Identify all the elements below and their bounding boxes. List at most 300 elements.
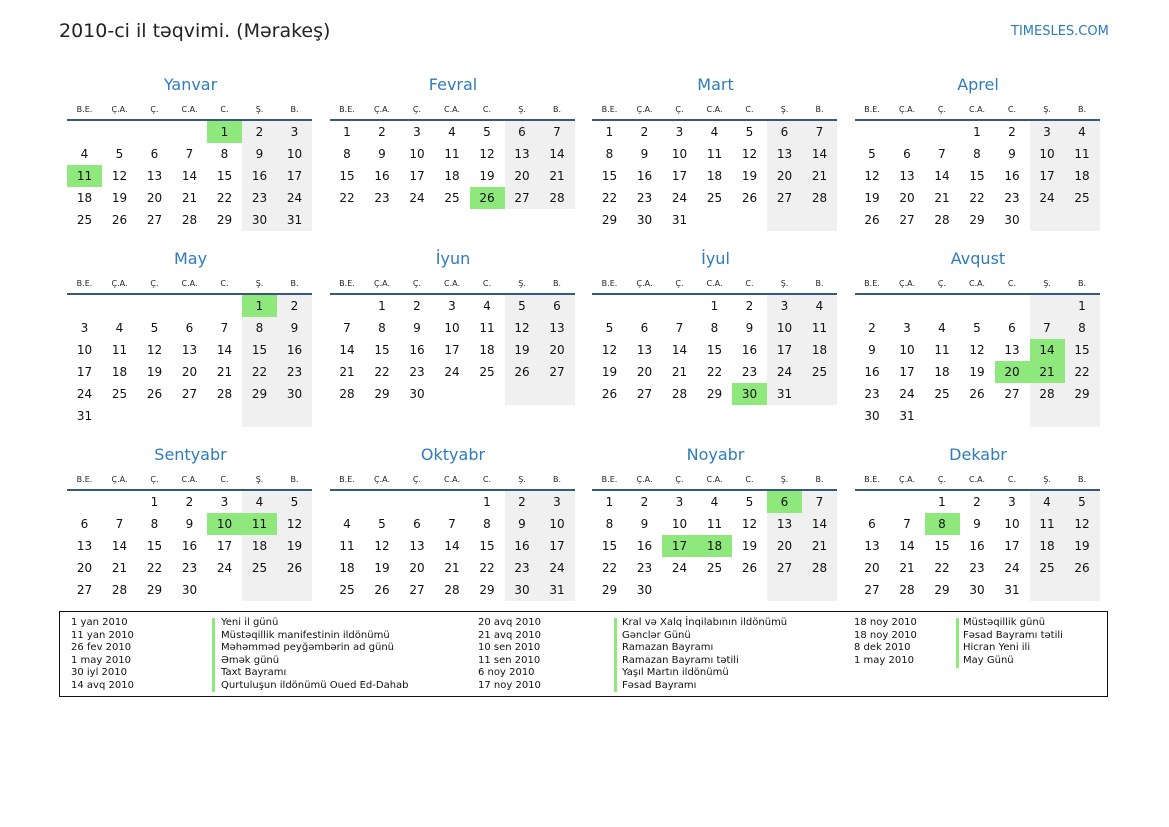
day-cell: 11 [811, 321, 828, 335]
day-cell: 24 [1004, 561, 1020, 575]
weekday-header [330, 474, 575, 486]
day-cell: 28 [444, 583, 460, 597]
day-cell: 5 [605, 321, 614, 335]
day-cell: 10 [76, 343, 93, 357]
weekday-header [330, 278, 575, 290]
day-cell: 6 [150, 147, 159, 161]
site-link[interactable]: TIMESLES.COM [1011, 24, 1109, 39]
day-cell: 31 [76, 409, 93, 423]
holiday-name: Ramazan Bayramı [622, 642, 714, 654]
day-cell: 23 [636, 561, 653, 575]
day-cell: 13 [1004, 343, 1020, 357]
month-name: Aprel [957, 75, 999, 94]
day-cell: 15 [216, 169, 233, 183]
day-cell: 10 [549, 517, 565, 531]
weekday-label: Ç. [937, 475, 947, 484]
day-cell: 4 [815, 299, 824, 313]
day-cell: 30 [636, 213, 653, 227]
day-cell: 22 [706, 365, 723, 379]
day-cell: 12 [286, 517, 303, 531]
weekday-label: B.E. [339, 475, 355, 484]
weekday-label: Ç. [412, 105, 422, 114]
day-cell: 29 [374, 387, 390, 401]
weekday-label: Ç.A. [898, 279, 915, 288]
day-cell: 22 [339, 191, 355, 205]
day-cell: 12 [479, 147, 495, 161]
day-cell: 21 [934, 191, 950, 205]
day-cell: 26 [286, 561, 303, 575]
holiday-names-col2 [622, 617, 787, 693]
day-cell: 9 [290, 321, 299, 335]
day-cell: 14 [339, 343, 355, 357]
holiday-marker [614, 618, 617, 692]
holiday-day-cell: 26 [470, 187, 505, 209]
day-cell: 14 [899, 539, 915, 553]
day-cell: 5 [483, 125, 491, 139]
day-grid [592, 121, 837, 231]
weekday-label: Ç. [675, 105, 684, 114]
day-cell: 17 [286, 169, 303, 183]
day-grid [855, 121, 1100, 231]
day-cell: 17 [1039, 169, 1055, 183]
month-name: Dekabr [949, 445, 1007, 464]
day-cell: 24 [671, 561, 688, 575]
day-cell: 19 [864, 191, 880, 205]
day-cell: 18 [706, 169, 723, 183]
day-cell: 31 [776, 387, 793, 401]
day-cell: 8 [483, 517, 491, 531]
day-cell: 1 [343, 125, 351, 139]
day-cell: 15 [251, 343, 268, 357]
day-cell: 15 [934, 539, 950, 553]
weekday-header [592, 474, 837, 486]
holiday-date: 11 sen 2010 [478, 654, 541, 666]
day-cell: 24 [1039, 191, 1055, 205]
holiday-name: Kral və Xalq İnqilabının ildönümü [622, 617, 788, 628]
day-cell: 10 [671, 517, 688, 531]
day-cell: 2 [518, 495, 526, 509]
day-grid [67, 121, 312, 231]
day-cell: 2 [973, 495, 981, 509]
day-cell: 21 [444, 561, 460, 575]
day-cell: 17 [776, 343, 793, 357]
weekday-label: C. [482, 105, 492, 114]
day-grid [855, 491, 1100, 601]
day-cell: 11 [934, 343, 950, 357]
day-cell: 5 [1078, 495, 1086, 509]
day-cell: 17 [1004, 539, 1020, 553]
day-cell: 10 [671, 147, 688, 161]
day-cell: 25 [444, 191, 460, 205]
day-cell: 22 [251, 365, 268, 379]
day-cell: 14 [216, 343, 233, 357]
day-cell: 6 [518, 125, 526, 139]
day-cell: 22 [374, 365, 390, 379]
day-cell: 8 [710, 321, 719, 335]
weekday-label: Ç.A. [898, 105, 915, 114]
weekday-label: Ş. [780, 279, 789, 288]
day-cell: 29 [601, 213, 618, 227]
day-cell: 11 [1039, 517, 1055, 531]
day-cell: 25 [76, 213, 93, 227]
weekday-header [592, 104, 837, 116]
weekday-header [67, 474, 312, 486]
weekday-label: Ç. [150, 105, 159, 114]
day-cell: 15 [706, 343, 723, 357]
weekday-header [855, 474, 1100, 486]
day-cell: 20 [636, 365, 653, 379]
day-cell: 18 [444, 169, 460, 183]
day-cell: 21 [216, 365, 233, 379]
day-cell: 19 [286, 539, 303, 553]
day-cell: 29 [969, 213, 985, 227]
holiday-day-cell: 11 [242, 513, 277, 535]
holiday-date: 1 may 2010 [71, 654, 131, 666]
weekday-label: Ç.A. [636, 475, 653, 484]
day-cell: 31 [899, 409, 915, 423]
day-cell: 3 [1043, 125, 1051, 139]
day-cell: 4 [938, 321, 946, 335]
weekday-label: B.E. [76, 279, 93, 288]
weekday-label: Ş. [255, 105, 264, 114]
weekday-label: B.E. [339, 105, 355, 114]
day-cell: 7 [675, 321, 684, 335]
weekday-label: C. [745, 279, 754, 288]
weekday-label: C. [482, 475, 492, 484]
day-cell: 6 [413, 517, 421, 531]
month-calendar [855, 248, 1102, 423]
day-cell: 13 [776, 147, 793, 161]
day-cell: 16 [636, 169, 653, 183]
day-cell: 19 [969, 365, 985, 379]
day-cell: 11 [479, 321, 495, 335]
day-cell: 25 [251, 561, 268, 575]
day-cell: 13 [76, 539, 93, 553]
day-cell: 2 [868, 321, 876, 335]
weekday-label: Ş. [518, 105, 526, 114]
day-cell: 28 [899, 583, 915, 597]
holiday-marker [956, 618, 959, 668]
day-cell: 13 [146, 169, 163, 183]
weekday-label: B.E. [864, 105, 880, 114]
day-cell: 3 [80, 321, 89, 335]
weekday-label: Ş. [255, 279, 264, 288]
day-cell: 12 [864, 169, 880, 183]
weekday-label: C. [1007, 105, 1017, 114]
holiday-date: 1 may 2010 [854, 654, 914, 666]
month-calendar [592, 248, 839, 420]
day-cell: 9 [255, 147, 264, 161]
weekday-header [592, 278, 837, 290]
day-cell: 21 [899, 561, 915, 575]
day-grid [330, 121, 575, 231]
weekday-label: Ç.A. [373, 475, 390, 484]
day-cell: 9 [745, 321, 754, 335]
day-grid [330, 491, 575, 601]
month-calendar [67, 248, 314, 423]
day-cell: 30 [181, 583, 198, 597]
day-cell: 1 [973, 125, 981, 139]
day-cell: 31 [549, 583, 565, 597]
page-title: 2010-ci il təqvimi. (Mərakeş) [59, 20, 331, 42]
weekday-label: B. [290, 279, 299, 288]
day-cell: 25 [339, 583, 355, 597]
day-cell: 11 [1074, 147, 1090, 161]
day-cell: 26 [146, 387, 163, 401]
day-cell: 4 [710, 495, 719, 509]
weekday-label: Ş. [1043, 279, 1051, 288]
day-cell: 3 [675, 125, 684, 139]
day-cell: 28 [216, 387, 233, 401]
day-cell: 13 [549, 321, 565, 335]
day-cell: 26 [111, 213, 128, 227]
day-cell: 12 [146, 343, 163, 357]
weekday-label: C.A. [181, 105, 198, 114]
day-cell: 15 [146, 539, 163, 553]
weekday-label: C.A. [968, 279, 985, 288]
holiday-names-col3 [963, 617, 1063, 667]
day-cell: 7 [343, 321, 351, 335]
day-cell: 20 [181, 365, 198, 379]
day-cell: 10 [286, 147, 303, 161]
day-cell: 15 [374, 343, 390, 357]
day-cell: 24 [776, 365, 793, 379]
day-cell: 6 [80, 517, 89, 531]
weekday-label: Ç. [937, 105, 947, 114]
day-cell: 24 [671, 191, 688, 205]
day-grid [67, 491, 312, 601]
weekday-header [330, 104, 575, 116]
weekday-label: Ç. [675, 279, 684, 288]
holiday-day-cell: 1 [242, 295, 277, 317]
day-cell: 16 [636, 539, 653, 553]
holiday-name: Əmək günü [221, 654, 280, 666]
day-cell: 18 [1039, 539, 1055, 553]
day-cell: 8 [605, 517, 614, 531]
day-cell: 29 [706, 387, 723, 401]
day-cell: 3 [1008, 495, 1016, 509]
day-cell: 5 [378, 517, 386, 531]
day-cell: 3 [780, 299, 789, 313]
weekday-label: B.E. [601, 475, 618, 484]
weekday-label: B. [815, 475, 824, 484]
month-calendar [855, 74, 1102, 246]
day-cell: 9 [378, 147, 386, 161]
day-cell: 23 [409, 365, 425, 379]
day-cell: 22 [1074, 365, 1090, 379]
day-grid [67, 295, 312, 423]
day-cell: 12 [969, 343, 985, 357]
day-cell: 22 [146, 561, 163, 575]
day-cell: 16 [374, 169, 390, 183]
day-cell: 27 [549, 365, 565, 379]
day-cell: 28 [811, 561, 828, 575]
day-cell: 16 [969, 539, 985, 553]
day-cell: 6 [640, 321, 649, 335]
day-cell: 4 [80, 147, 89, 161]
day-cell: 28 [671, 387, 688, 401]
day-cell: 16 [251, 169, 268, 183]
weekday-label: B.E. [864, 279, 880, 288]
day-cell: 9 [973, 517, 981, 531]
day-cell: 25 [1074, 191, 1090, 205]
weekday-label: C. [745, 105, 754, 114]
day-cell: 19 [479, 169, 495, 183]
weekday-label: B.E. [76, 105, 93, 114]
day-cell: 8 [1078, 321, 1086, 335]
day-cell: 14 [111, 539, 128, 553]
weekday-label: C.A. [706, 105, 723, 114]
day-cell: 5 [518, 299, 526, 313]
day-cell: 29 [1074, 387, 1090, 401]
holiday-date: 30 iyl 2010 [71, 667, 128, 679]
day-cell: 14 [811, 517, 828, 531]
day-cell: 9 [185, 517, 194, 531]
day-cell: 18 [339, 561, 355, 575]
holiday-date: 26 fev 2010 [71, 642, 132, 654]
day-cell: 23 [181, 561, 198, 575]
day-cell: 4 [1043, 495, 1051, 509]
day-cell: 10 [899, 343, 915, 357]
weekday-header [67, 104, 312, 116]
holiday-day-cell: 8 [925, 513, 960, 535]
day-cell: 30 [286, 387, 303, 401]
weekday-label: C.A. [181, 279, 198, 288]
day-cell: 2 [745, 299, 754, 313]
day-cell: 6 [185, 321, 194, 335]
day-cell: 19 [514, 343, 530, 357]
weekday-label: B. [552, 105, 562, 114]
weekday-label: Ç. [150, 475, 159, 484]
holiday-day-cell: 14 [1030, 339, 1065, 361]
day-cell: 12 [514, 321, 530, 335]
day-cell: 24 [216, 561, 233, 575]
day-cell: 13 [864, 539, 880, 553]
day-cell: 14 [549, 147, 565, 161]
day-cell: 16 [1004, 169, 1020, 183]
day-cell: 26 [741, 561, 758, 575]
day-cell: 19 [741, 539, 758, 553]
day-cell: 25 [811, 365, 828, 379]
holiday-date: 8 dek 2010 [854, 642, 911, 654]
day-cell: 1 [378, 299, 386, 313]
day-cell: 8 [605, 147, 614, 161]
weekday-label: B.E. [339, 279, 355, 288]
day-cell: 16 [514, 539, 530, 553]
holiday-name: Hicran Yeni ili [963, 642, 1031, 654]
day-cell: 11 [111, 343, 128, 357]
day-cell: 4 [255, 495, 264, 509]
month-calendar [67, 444, 314, 616]
holiday-name: Müstəqillik manifestinin ildönümü [221, 629, 390, 641]
day-cell: 23 [514, 561, 530, 575]
day-cell: 17 [899, 365, 915, 379]
day-cell: 18 [479, 343, 495, 357]
weekday-label: B. [1077, 279, 1087, 288]
day-cell: 2 [255, 125, 264, 139]
day-cell: 29 [216, 213, 233, 227]
day-cell: 3 [413, 125, 421, 139]
weekday-label: B.E. [76, 475, 93, 484]
day-cell: 18 [934, 365, 950, 379]
day-cell: 13 [636, 343, 653, 357]
holiday-name: Fəsad Bayramı [622, 679, 697, 691]
day-cell: 12 [601, 343, 618, 357]
day-cell: 21 [671, 365, 688, 379]
day-cell: 26 [969, 387, 985, 401]
holiday-date: 14 avq 2010 [71, 679, 134, 691]
day-cell: 4 [483, 299, 491, 313]
month-calendar [592, 444, 839, 616]
day-cell: 16 [181, 539, 198, 553]
day-cell: 12 [111, 169, 128, 183]
day-cell: 27 [514, 191, 530, 205]
weekday-label: B. [290, 475, 299, 484]
day-cell: 22 [601, 191, 618, 205]
day-cell: 9 [1008, 147, 1016, 161]
day-cell: 29 [601, 583, 618, 597]
holiday-name: Yeni il günü [221, 617, 279, 628]
day-cell: 3 [675, 495, 684, 509]
day-cell: 6 [553, 299, 561, 313]
day-cell: 11 [706, 517, 723, 531]
day-cell: 13 [409, 539, 425, 553]
weekday-label: Ş. [518, 279, 526, 288]
weekday-label: Ş. [1043, 105, 1051, 114]
holiday-date: 1 yan 2010 [71, 617, 128, 628]
day-cell: 9 [640, 147, 649, 161]
day-cell: 20 [864, 561, 880, 575]
weekday-label: B.E. [864, 475, 880, 484]
month-calendar [592, 74, 839, 246]
day-cell: 26 [741, 191, 758, 205]
day-cell: 31 [286, 213, 303, 227]
day-grid [330, 295, 575, 405]
day-cell: 7 [815, 495, 824, 509]
day-cell: 28 [811, 191, 828, 205]
weekday-label: C. [220, 279, 229, 288]
weekday-label: B. [552, 279, 562, 288]
day-cell: 2 [290, 299, 299, 313]
day-cell: 7 [815, 125, 824, 139]
day-grid [592, 295, 837, 405]
day-cell: 7 [448, 517, 456, 531]
weekday-label: Ç.A. [373, 279, 390, 288]
weekday-label: C.A. [443, 105, 460, 114]
day-cell: 9 [640, 517, 649, 531]
day-cell: 21 [181, 191, 198, 205]
day-cell: 24 [409, 191, 425, 205]
day-cell: 6 [868, 517, 876, 531]
weekday-label: C.A. [968, 475, 985, 484]
month-calendar [330, 248, 577, 420]
weekday-label: C.A. [706, 475, 723, 484]
day-cell: 12 [1074, 517, 1090, 531]
day-cell: 14 [444, 539, 460, 553]
day-cell: 28 [181, 213, 198, 227]
weekday-label: C. [220, 475, 229, 484]
holiday-name: Ramazan Bayramı tətili [622, 654, 739, 666]
day-cell: 22 [969, 191, 985, 205]
holiday-name: Müstəqillik günü [963, 617, 1046, 628]
weekday-label: Ç.A. [111, 475, 128, 484]
day-cell: 8 [150, 517, 159, 531]
weekday-label: Ç.A. [111, 105, 128, 114]
holiday-day-cell: 6 [767, 491, 802, 513]
day-cell: 2 [640, 125, 649, 139]
day-cell: 24 [549, 561, 565, 575]
day-cell: 28 [111, 583, 128, 597]
